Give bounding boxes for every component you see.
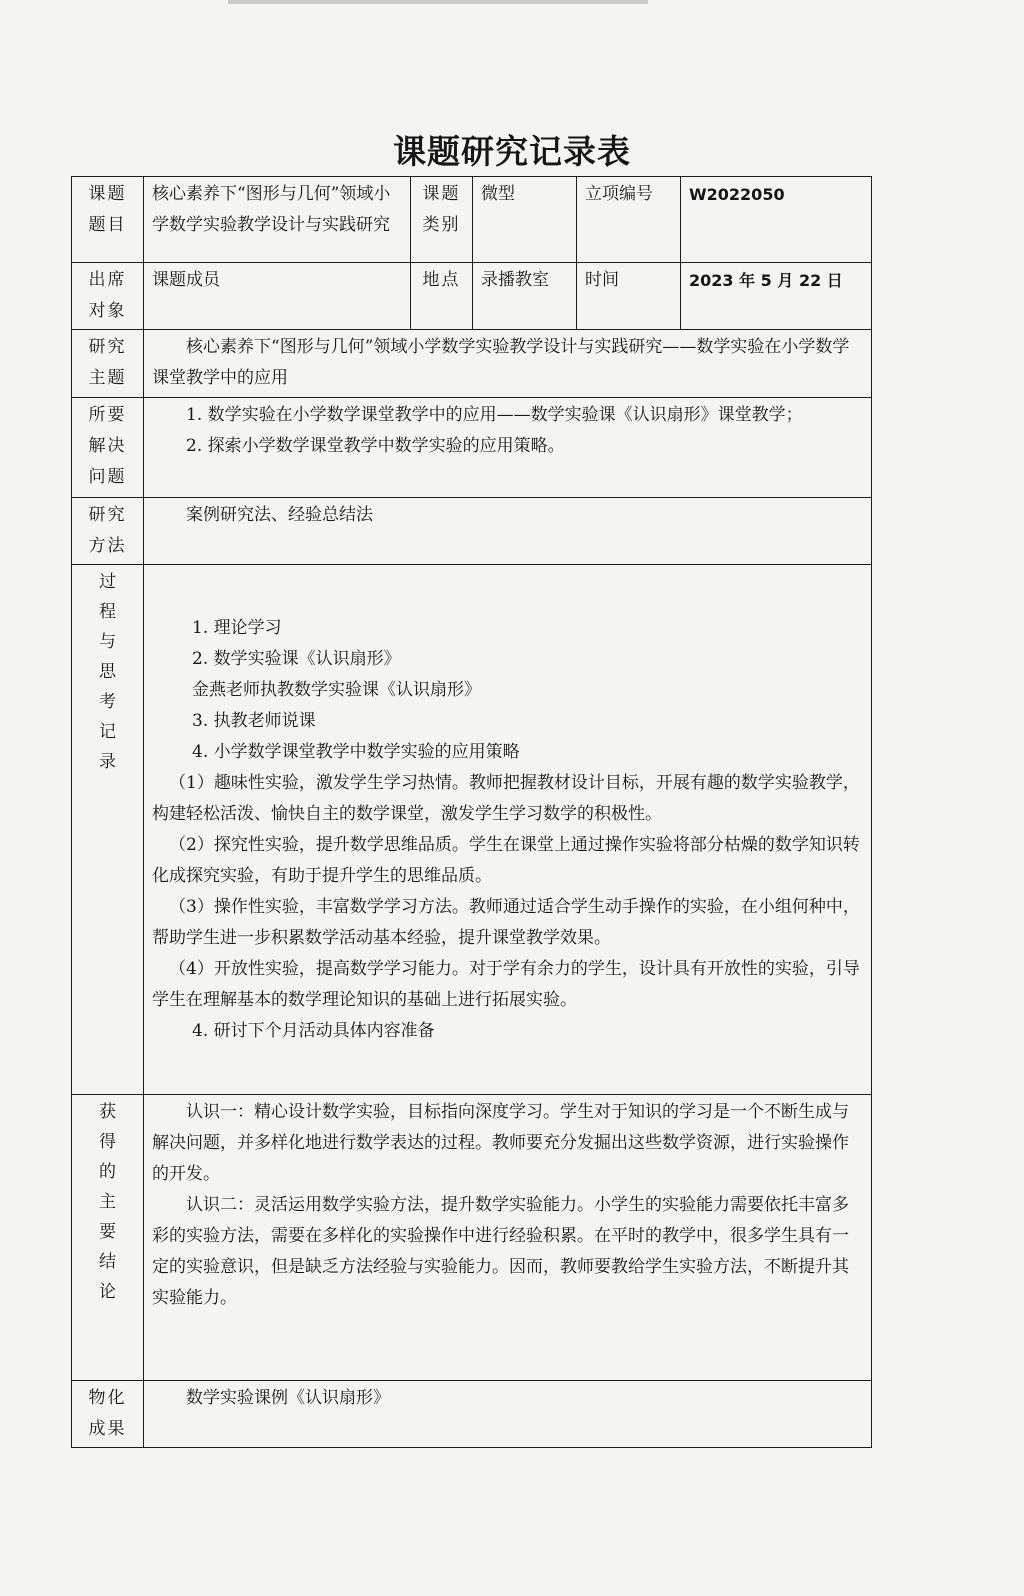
process-line: 4. 小学数学课堂教学中数学实验的应用策略 [192, 741, 520, 762]
document-title: 课题研究记录表 [393, 132, 631, 171]
time-value: 2023 年 5 月 22 日 [681, 263, 872, 330]
problem-item: 2. 探索小学数学课堂教学中数学实验的应用策略。 [186, 436, 565, 456]
strategy-paragraph: （3）操作性实验，丰富数学学习方法。教师通过适合学生动手操作的实验，在小组何种中，帮助学生进一步积累数学活动基本经验，提升课堂教学效果。 [152, 896, 860, 948]
theme-label: 研究主题 [72, 330, 144, 398]
scan-artifact-line [228, 0, 648, 4]
row-method [72, 498, 872, 565]
process-line: 1. 理论学习 [192, 617, 282, 638]
problems-label: 所要解决问题 [72, 398, 144, 498]
process-label-char: 记 [99, 722, 116, 742]
process-line: 3. 执教老师说课 [192, 710, 316, 731]
code-value: W2022050 [681, 177, 872, 263]
conclusion-cell [144, 1095, 872, 1381]
row-problems [72, 398, 872, 498]
attendees-value: 课题成员 [144, 263, 411, 330]
record-table [71, 176, 872, 1448]
process-label-char: 程 [99, 602, 116, 622]
conclusion-label-char: 获 [99, 1102, 116, 1122]
method-text: 案例研究法、经验总结法 [186, 505, 373, 525]
process-label-char: 与 [99, 632, 116, 652]
outcome-cell [144, 1381, 872, 1448]
row-topic [72, 177, 872, 263]
place-label: 地点 [411, 263, 473, 330]
place-value: 录播教室 [473, 263, 577, 330]
problem-item: 1. 数学实验在小学数学课堂教学中的应用——数学实验课《认识扇形》课堂教学； [186, 405, 803, 425]
strategy-paragraph: （4）开放性实验，提高数学学习能力。对于学有余力的学生，设计具有开放性的实验，引导学生在理解基本的数学理论知识的基础上进行拓展实验。 [152, 958, 860, 1010]
conclusion-label-char: 得 [99, 1132, 116, 1152]
outcome-text: 数学实验课例《认识扇形》 [186, 1388, 390, 1408]
strategy-paragraph: （1）趣味性实验，激发学生学习热情。教师把握教材设计目标，开展有趣的数学实验教学，构建轻松活泼、愉快自主的数学课堂，激发学生学习数学的积极性。 [152, 772, 860, 824]
process-label-char: 考 [99, 692, 116, 712]
process-line: 4. 研讨下个月活动具体内容准备 [192, 1020, 435, 1041]
process-label [72, 565, 144, 1095]
row-process [72, 565, 872, 1095]
row-outcome [72, 1381, 872, 1448]
conclusion-label-char: 的 [99, 1162, 116, 1182]
conclusion-label [72, 1095, 144, 1381]
code-label: 立项编号 [577, 177, 681, 263]
type-value: 微型 [473, 177, 577, 263]
strategy-paragraph: （2）探究性实验，提升数学思维品质。学生在课堂上通过操作实验将部分枯燥的数学知识转化成探究实验，有助于提升学生的思维品质。 [152, 834, 860, 886]
method-cell [144, 498, 872, 565]
method-label: 研究方法 [72, 498, 144, 565]
theme-text: 核心素养下“图形与几何”领域小学数学实验教学设计与实践研究——数学实验在小学数学课堂教学中的应用 [152, 337, 850, 388]
conclusion-label-char: 论 [99, 1282, 116, 1302]
process-label-char: 录 [99, 752, 116, 772]
type-label: 课题类别 [411, 177, 473, 263]
row-conclusion [72, 1095, 872, 1381]
problems-cell [144, 398, 872, 498]
process-line: 金燕老师执教数学实验课《认识扇形》 [192, 679, 481, 700]
time-label: 时间 [577, 263, 681, 330]
topic-value: 核心素养下“图形与几何”领域小学数学实验教学设计与实践研究 [144, 177, 411, 263]
attendees-label: 出席对象 [72, 263, 144, 330]
row-attendees [72, 263, 872, 330]
theme-cell [144, 330, 872, 398]
row-theme [72, 330, 872, 398]
topic-label: 课题题目 [72, 177, 144, 263]
conclusion-label-char: 要 [99, 1222, 116, 1242]
process-label-char: 过 [99, 572, 116, 592]
process-label-char: 思 [99, 662, 116, 682]
process-line: 2. 数学实验课《认识扇形》 [192, 648, 401, 669]
conclusion-label-char: 结 [99, 1252, 116, 1272]
process-cell [144, 565, 872, 1095]
conclusion-paragraph: 认识一：精心设计数学实验，目标指向深度学习。学生对于知识的学习是一个不断生成与解决问题，并多样化地进行数学表达的过程。教师要充分发掘出这些数学资源，进行实验操作的开发。 [152, 1102, 849, 1184]
conclusion-label-char: 主 [99, 1192, 116, 1212]
conclusion-paragraph: 认识二：灵活运用数学实验方法，提升数学实验能力。小学生的实验能力需要依托丰富多彩的实验方法，需要在多样化的实验操作中进行经验积累。在平时的教学中，很多学生具有一定的实验意识，但是缺乏方法经验与实验能力。因而，教师要教给学生实验方法，不断提升其实验能力。 [152, 1195, 849, 1308]
outcome-label: 物化成果 [72, 1381, 144, 1448]
